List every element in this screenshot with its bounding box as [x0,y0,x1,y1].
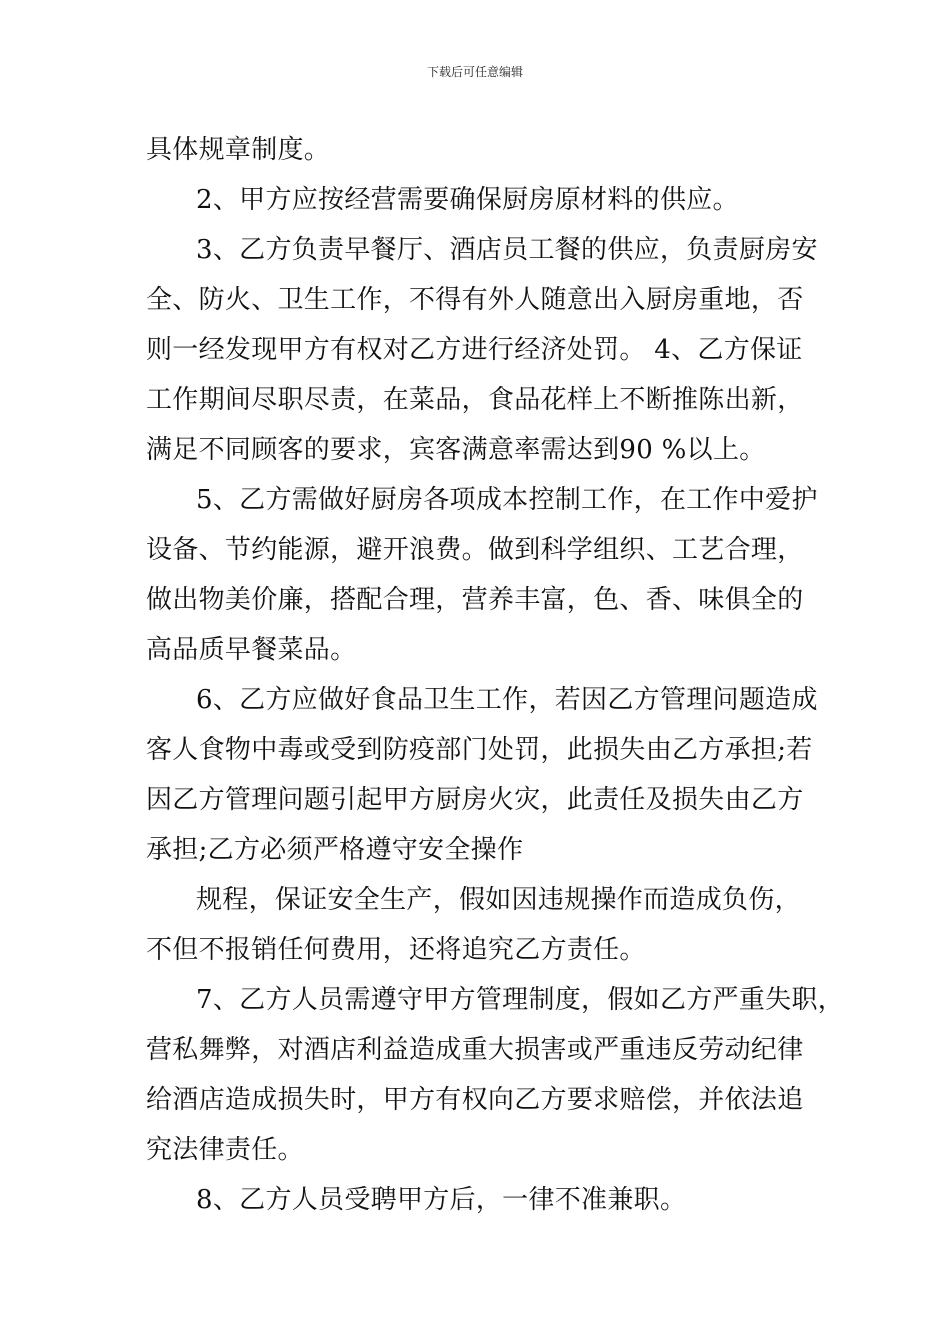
text-line: 2、甲方应按经营需要确保厨房原材料的供应。 [196,185,739,215]
page-header: 下载后可任意编辑 [426,65,523,79]
text-line: 规程，保证安全生产，假如因违规操作而造成负伤， [196,885,801,915]
text-line: 则一经发现甲方有权对乙方进行经济处罚。 4、乙方保证 [146,335,803,365]
text-line: 全、防火、卫生工作，不得有外人随意出入厨房重地，否 [146,285,804,315]
text-line: 不但不报销任何费用，还将追究乙方责任。 [146,935,646,965]
text-line: 客人食物中毒或受到防疫部门处罚，此损失由乙方承担;若 [146,735,813,765]
text-line: 承担;乙方必须严格遵守安全操作 [146,835,524,865]
text-line: 6、乙方应做好食品卫生工作，若因乙方管理问题造成 [196,685,818,715]
text-line: 满足不同顾客的要求，宾客满意率需达到90 %以上。 [146,435,766,465]
text-line: 8、乙方人员受聘甲方后，一律不准兼职。 [196,1185,687,1215]
text-line: 高品质早餐菜品。 [146,635,357,665]
text-line: 3、乙方负责早餐厅、酒店员工餐的供应，负责厨房安 [196,235,818,265]
text-line: 7、乙方人员需遵守甲方管理制度，假如乙方严重失职， [196,985,845,1015]
text-line: 具体规章制度。 [146,135,331,165]
text-line: 营私舞弊，对酒店利益造成重大损害或严重违反劳动纪律 [146,1035,804,1065]
text-line: 因乙方管理问题引起甲方厨房火灾，此责任及损失由乙方 [146,785,804,815]
text-line: 设备、节约能源，避开浪费。做到科学组织、工艺合理， [146,535,804,565]
text-line: 究法律责任。 [146,1135,304,1165]
text-line: 做出物美价廉，搭配合理，营养丰富，色、香、味俱全的 [146,585,804,615]
text-line: 工作期间尽职尽责，在菜品，食品花样上不断推陈出新， [146,385,804,415]
text-line: 给酒店造成损失时，甲方有权向乙方要求赔偿，并依法追 [146,1085,804,1115]
text-line: 5、乙方需做好厨房各项成本控制工作，在工作中爱护 [196,485,818,515]
